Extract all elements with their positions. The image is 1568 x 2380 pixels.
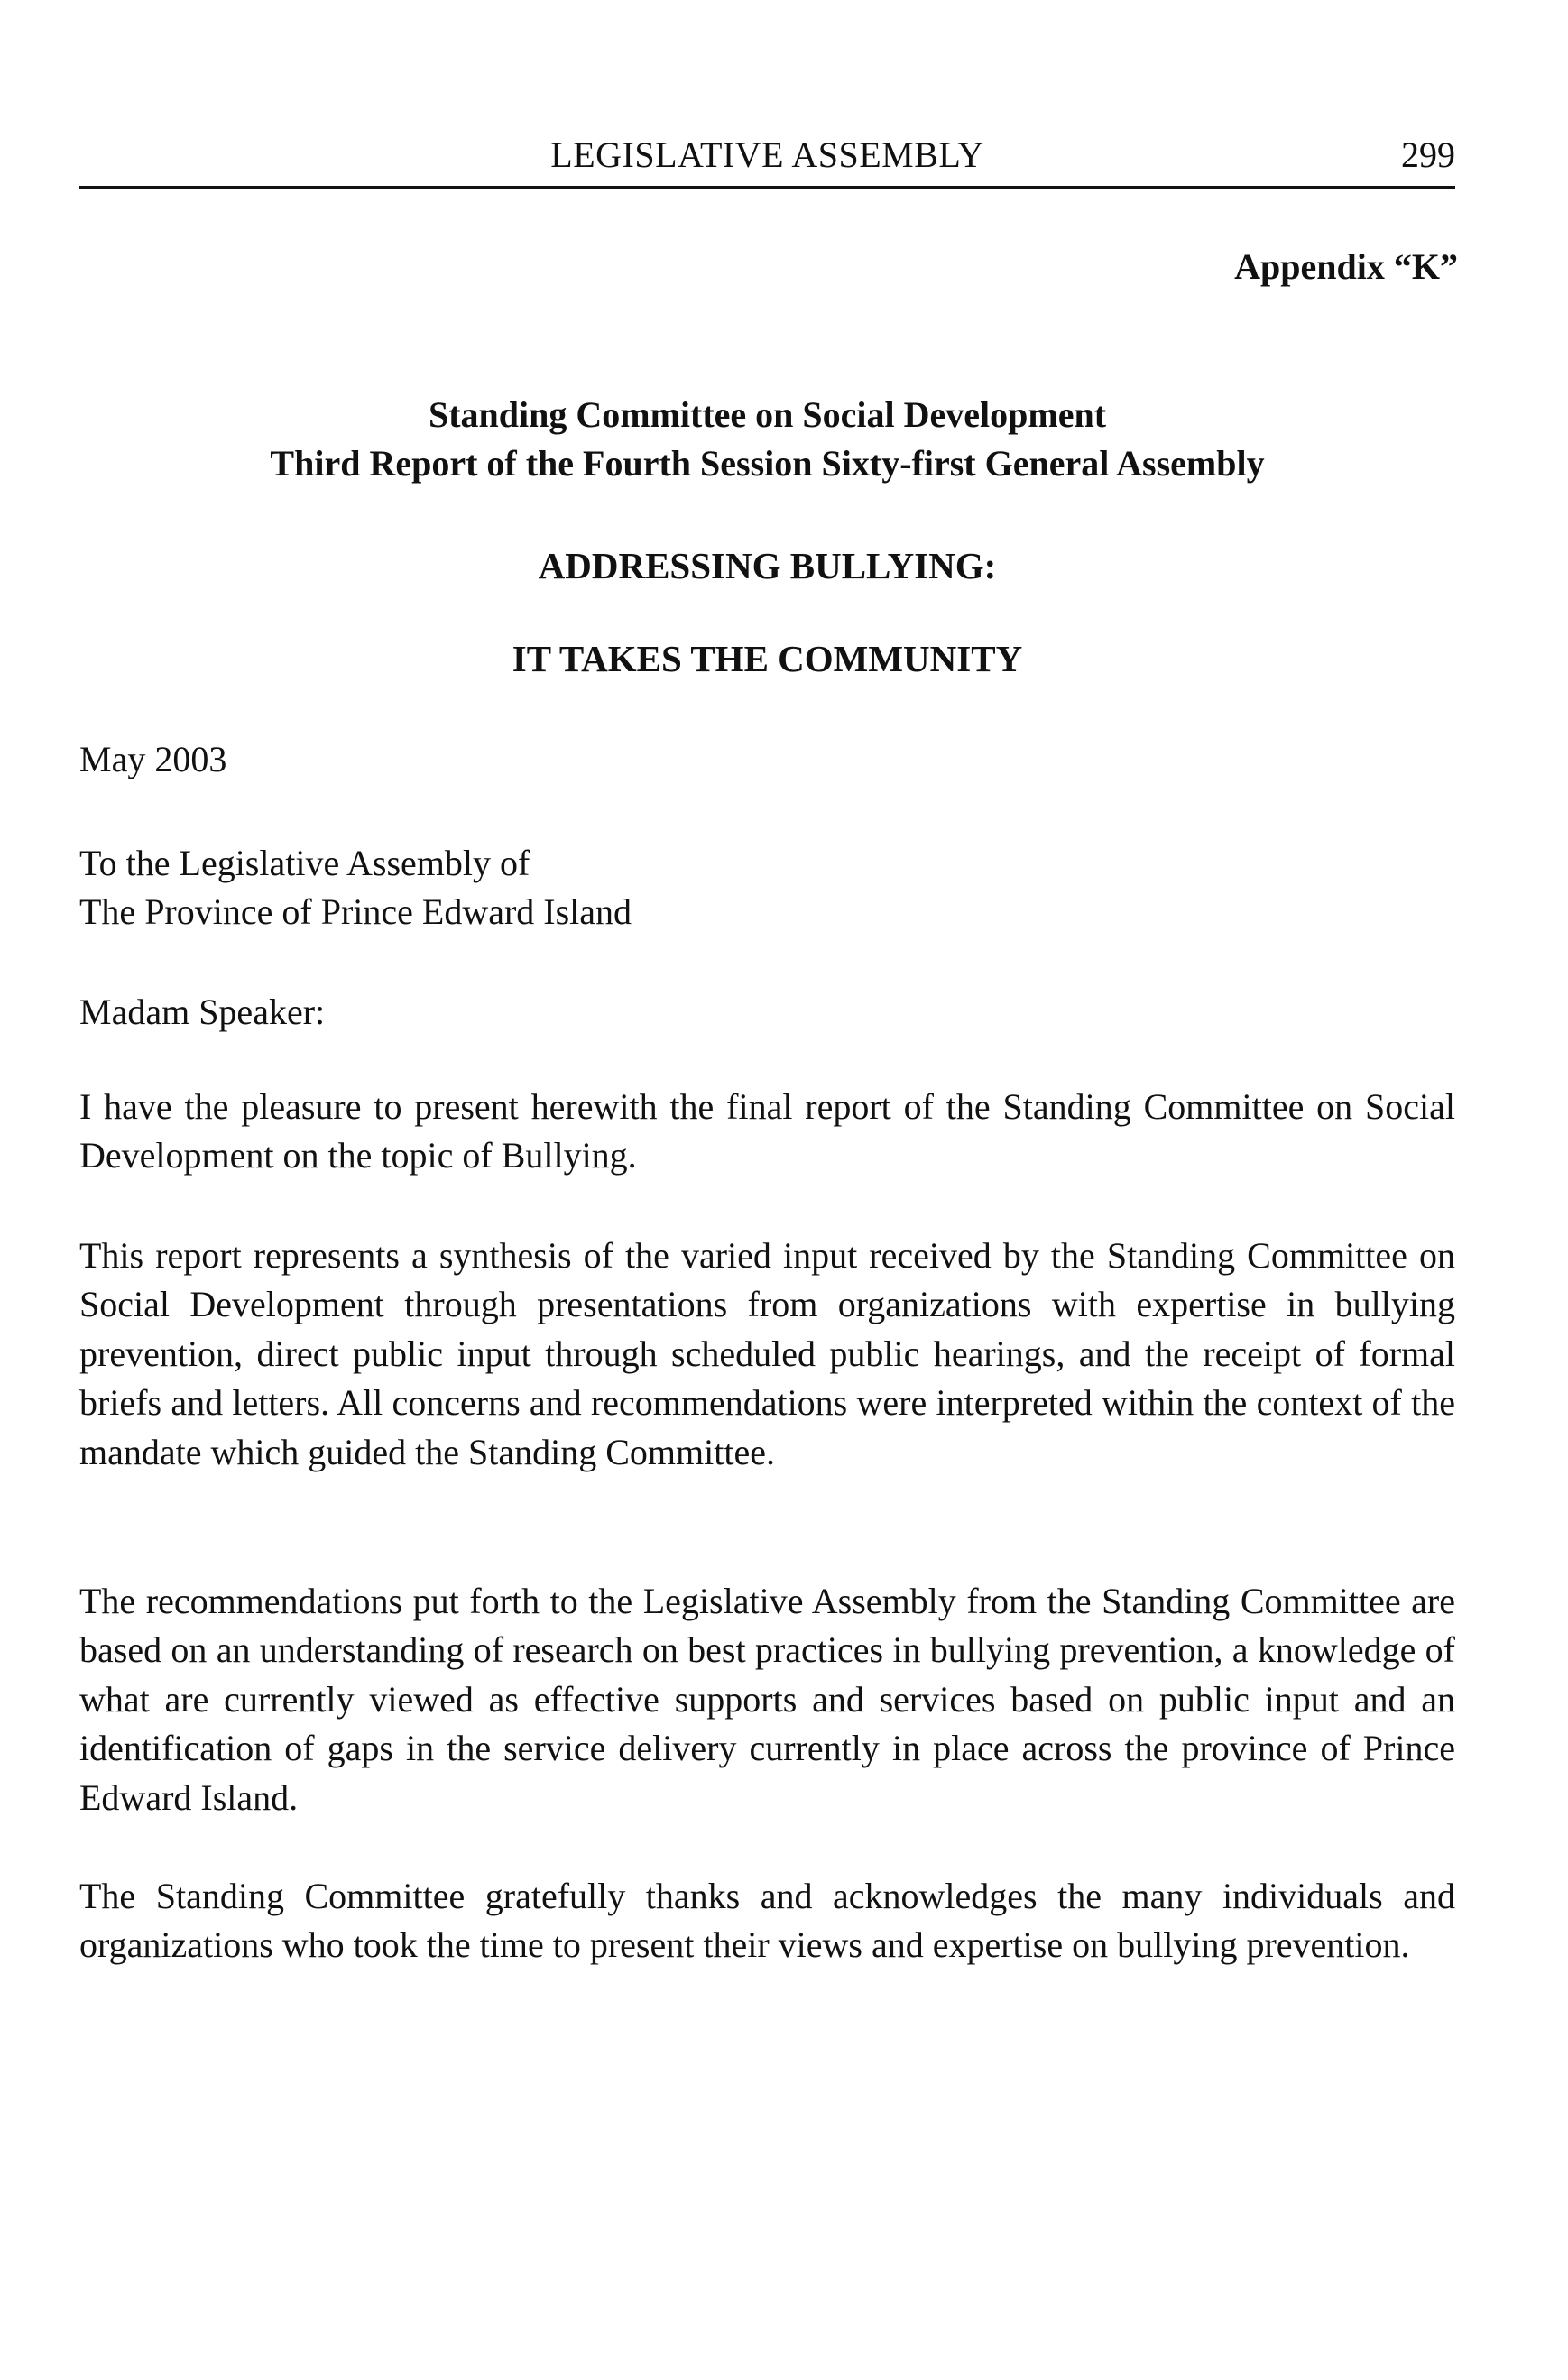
addressee-line-1: To the Legislative Assembly of (79, 843, 530, 883)
committee-name: Standing Committee on Social Development (428, 394, 1107, 435)
salutation: Madam Speaker: (79, 992, 326, 1032)
running-header (79, 134, 1455, 189)
addressee-line-2: The Province of Prince Edward Island (79, 891, 632, 932)
paragraph-acknowledgement: The Standing Committee gratefully thanks and acknowledges the many individuals and organizations who took the time to present their views and expertise on bullying prevention. (79, 1876, 1455, 1966)
running-title: LEGISLATIVE ASSEMBLY (550, 134, 984, 175)
paragraph-presentation: I have the pleasure to present herewith the final report of the Standing Committee on Social Development on the topic of Bullying. (79, 1086, 1455, 1176)
report-title-line-1: ADDRESSING BULLYING: (538, 545, 997, 586)
paragraph-synthesis: This report represents a synthesis of the varied input received by the Standing Committee on Social Development through presentations from organizations with expertise in bullying prevention, direct public input through scheduled public hearings, and the receipt of formal briefs and letters. All concerns and recommendations were interpreted within the context of the mandate which guided the Standing Committee. (79, 1235, 1455, 1472)
report-line: Third Report of the Fourth Session Sixty-first General Assembly (270, 443, 1265, 484)
report-date: May 2003 (79, 739, 227, 779)
page-number: 299 (1401, 134, 1455, 175)
report-title-line-2: IT TAKES THE COMMUNITY (512, 638, 1023, 679)
paragraph-recommendations: The recommendations put forth to the Legislative Assembly from the Standing Committee are based on an understanding of research on best practices in bullying prevention, a knowledge of what are currently viewed as effective supports and services based on public input and an identification of gaps in the service delivery currently in place across the province of Prince Edward Island. (79, 1581, 1455, 1818)
appendix-label: Appendix “K” (1234, 246, 1458, 287)
